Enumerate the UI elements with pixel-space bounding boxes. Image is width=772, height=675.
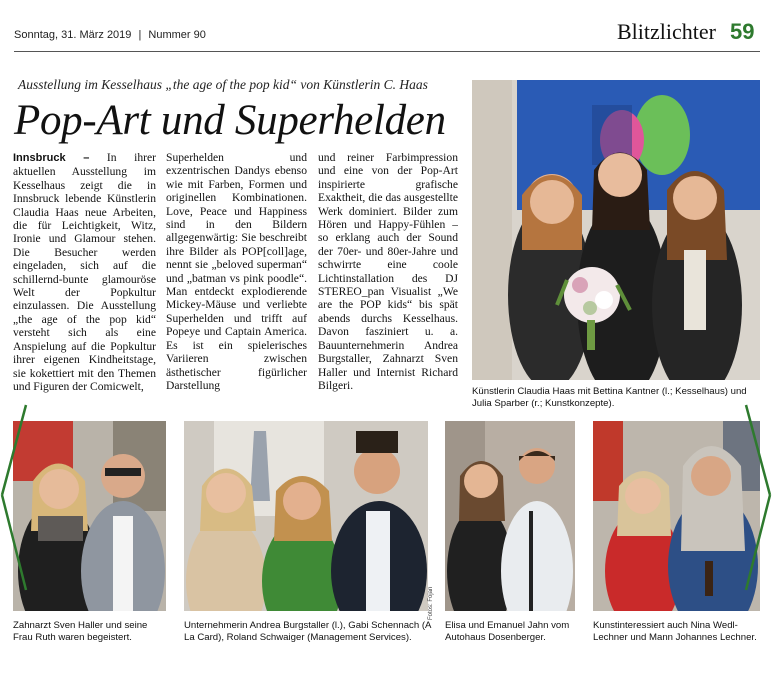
- photo-4: [593, 421, 760, 611]
- article-headline: Pop-Art und Superhelden: [14, 97, 446, 144]
- header-separator: |: [138, 29, 142, 41]
- article-dateline: Innsbruck –: [13, 152, 90, 164]
- article-text-1: In ihrer aktuellen Ausstellung im Kesselhaus zeigt die in Innsbruck lebende Künstlerin Claudia Haas neue Arbeiten, die für Leichtigkeit, Witz, Ironie und Glamour stehen. Die Besucher werden eingeladen, sich auf die schillernd-bunte glamouröse Welt der Popkultur einzulassen. Die Ausstellung „the age of the pop kid“ versteht sich als eine Anspielung auf die Popkultur ihrer eigenen Kindheitstage, sie kokettiert mit den Themen und Figuren der Comicwelt,: [13, 151, 156, 393]
- article-column-3: und reiner Farbimpression und eine von der Pop-Art inspirierte grafische Exaktheit, die das ausgestellte Werk dominiert. Bilder zum Hören und Happy-Fühlen – so erklang auch der Sound der 70er- und 80er-Jahre und schwirrte eine coole Lichtinstallation des DJ STEREO_pan Visualist „We are the POP kids“ bis spät abends durchs Kesselhaus. Davon fasziniert u. a. Bauunternehmerin Andrea Burgstaller, Zahnarzt Sven Haller und Internist Richard Bilgeri.: [318, 151, 458, 392]
- photo-4-caption: Kunstinteressiert auch Nina Wedl-Lechner und Mann Johannes Lechner.: [593, 620, 757, 643]
- photo-1-caption: Zahnarzt Sven Haller und seine Frau Ruth waren begeistert.: [13, 620, 148, 643]
- photo-2-caption: Unternehmerin Andrea Burgstaller (l.), Gabi Schennach (A La Card), Roland Schwaiger (Management Services).: [184, 620, 431, 643]
- main-photo: [472, 80, 760, 380]
- photo-credit: Fotos: Fojan: [428, 586, 434, 620]
- photo-3-caption: Elisa und Emanuel Jahn vom Autohaus Dosenberger.: [445, 620, 570, 643]
- issue-number: Nummer 90: [148, 29, 206, 41]
- photo-3: [445, 421, 575, 611]
- green-accent-left: [0, 400, 30, 600]
- article-kicker: Ausstellung im Kesselhaus „the age of the pop kid“ von Künstlerin C. Haas: [18, 77, 428, 92]
- photo-1: [13, 421, 166, 611]
- article-column-2: Superhelden und exzentrischen Dandys ebenso wie mit Farben, Formen und originellen Kombinationen. Love, Peace und Happiness sind in den Bildern allgegenwärtig: Sie beschreibt ihre Bilder als POP[coll]age, nennt sie „beloved superman“ und „batman vs pink poodle“. Man entdeckt explodierende Mickey-Mäuse und verliebte Superhelden und trifft auf Popeye und Captain America. Es ist ein spielerisches Variieren zwischen ästhetischer figürlicher Darstellung: [166, 151, 307, 392]
- section-title: Blitzlichter: [617, 19, 716, 44]
- issue-date: Sonntag, 31. März 2019: [14, 29, 132, 41]
- header-rule: [14, 51, 760, 52]
- header-dateline: [14, 29, 206, 41]
- green-accent-right: [742, 400, 772, 600]
- page-number: 59: [730, 19, 755, 44]
- main-photo-caption: Künstlerin Claudia Haas mit Bettina Kantner (l.; Kesselhaus) und Julia Sparber (r.; Kunstkonzepte).: [472, 386, 747, 409]
- photo-2: [184, 421, 428, 611]
- article-column-1: [13, 151, 156, 410]
